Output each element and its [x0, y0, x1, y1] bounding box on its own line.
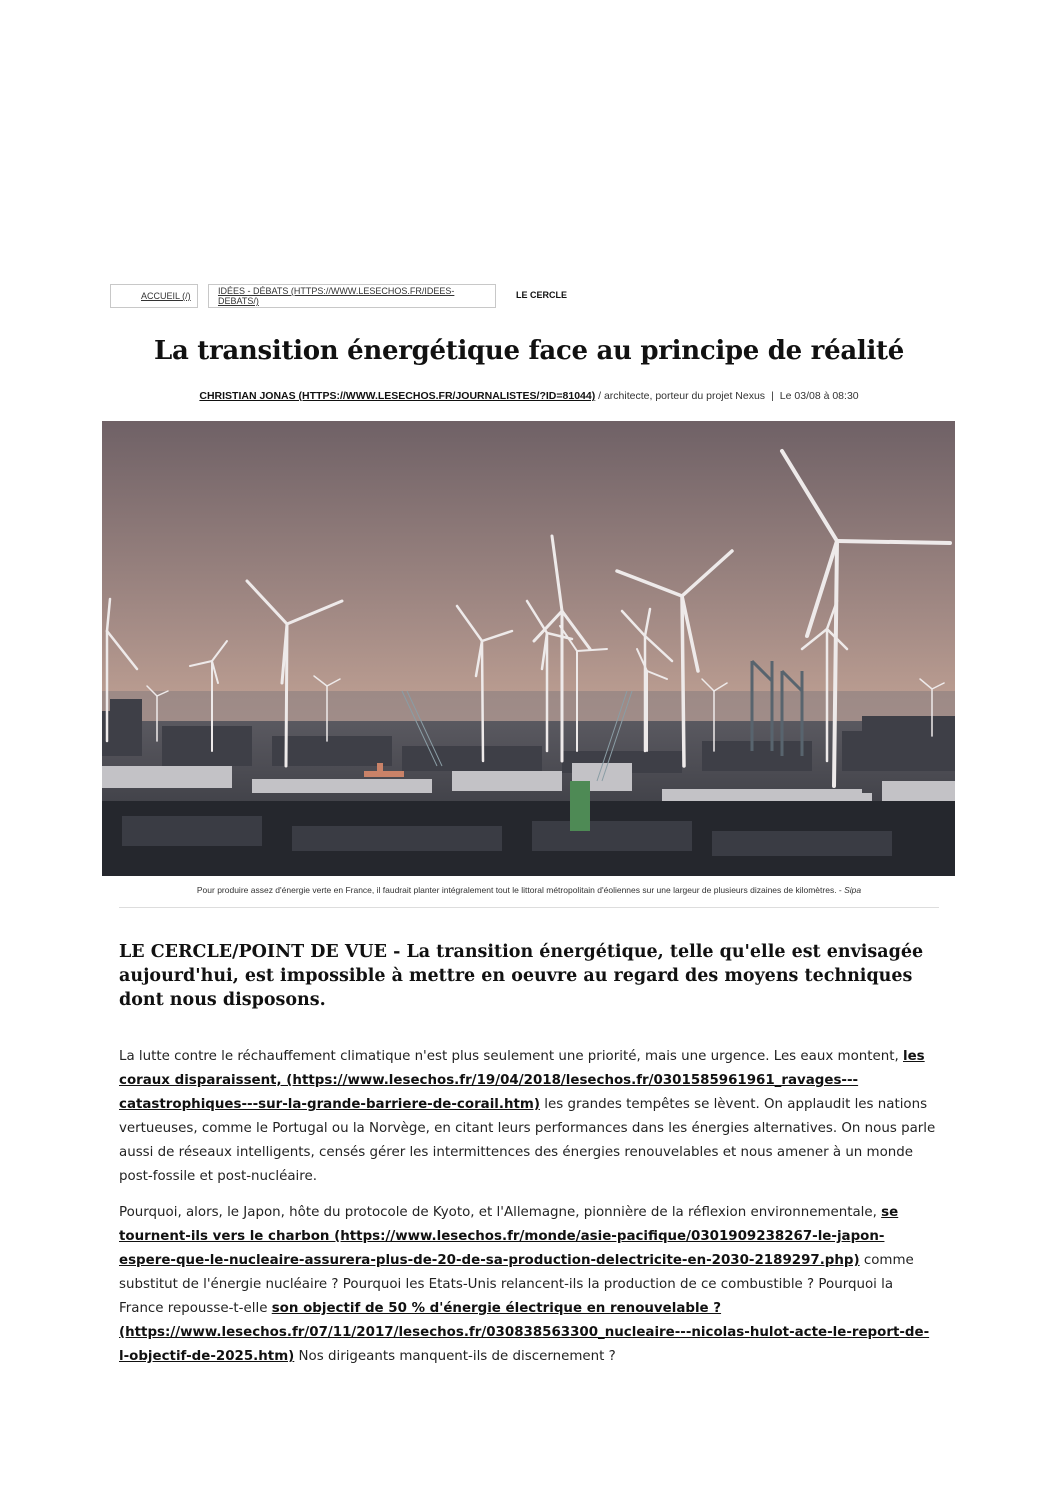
- paragraph-2: [119, 1201, 939, 1369]
- article-body: [119, 1045, 939, 1381]
- p2-text-b: comme substitut de l'énergie nucléaire ? Pourquoi les Etats-Unis relancent-ils la production de ce combustible ? Pourquoi la France repousse-t-elle: [119, 1253, 914, 1316]
- article-title: La transition énergétique face au principe de réalité: [154, 336, 904, 366]
- p1-text-a: La lutte contre le réchauffement climatique n'est plus seulement une priorité, mais une urgence. Les eaux montent,: [119, 1049, 903, 1064]
- coraux-link[interactable]: les coraux disparaissent, (https://www.lesechos.fr/19/04/2018/lesechos.fr/0301585961961_ravages---catastrophiques---sur-la-grande-barriere-de-corail.htm): [119, 1049, 925, 1112]
- article-lede: LE CERCLE/POINT DE VUE - La transition énergétique, telle qu'elle est envisagée aujourd'hui, est impossible à mettre en oeuvre au regard des moyens techniques dont nous disposons.: [119, 942, 924, 1010]
- author-link[interactable]: CHRISTIAN JONAS (HTTPS://WWW.LESECHOS.FR/JOURNALISTES/?ID=81044): [199, 390, 596, 402]
- author-role: / architecte, porteur du projet Nexus: [595, 390, 766, 402]
- p2-text-c: Nos dirigeants manquent-ils de discernement ?: [294, 1349, 616, 1364]
- byline: [0, 390, 1058, 402]
- caption-credit: Sipa: [844, 885, 862, 895]
- caption-divider: [119, 907, 939, 908]
- publish-date: Le 03/08 à 08:30: [779, 390, 859, 402]
- breadcrumb-home-link[interactable]: ACCUEIL (/): [110, 284, 198, 308]
- objectif-renouvelable-link[interactable]: son objectif de 50 % d'énergie électrique en renouvelable ? (https://www.lesechos.fr/07/11/2017/lesechos.fr/030838563300_nucleaire---nicolas-hulot-acte-le-report-de-l-objectif-de-2025.htm): [119, 1301, 930, 1364]
- breadcrumb-idees-debats-link[interactable]: IDÉES - DÉBATS (HTTPS://WWW.LESECHOS.FR/IDEES-DEBATS/): [208, 284, 496, 308]
- breadcrumb-current: LE CERCLE: [516, 290, 568, 300]
- caption-text: Pour produire assez d'énergie verte en France, il faudrait planter intégralement tout le littoral métropolitain d'éoliennes sur une largeur de plusieurs dizaines de kilomètres. -: [196, 885, 845, 895]
- paragraph-1: [119, 1045, 939, 1189]
- p1-text-b: les grandes tempêtes se lèvent. On applaudit les nations vertueuses, comme le Portugal ou la Norvège, en citant leurs performances dans les énergies alternatives. On nous parle aussi de réseaux intelligents, censés gérer les intermittences des énergies renouvelables et nous amener à un monde post-fossile et post-nucléaire.: [119, 1097, 936, 1184]
- p2-text-a: Pourquoi, alors, le Japon, hôte du protocole de Kyoto, et l'Allemagne, pionnière de la réflexion environnementale,: [119, 1205, 882, 1220]
- byline-separator: |: [771, 390, 774, 402]
- photo-caption: [119, 885, 939, 895]
- article-photo: [102, 421, 955, 876]
- charbon-link[interactable]: se tournent-ils vers le charbon (https://www.lesechos.fr/monde/asie-pacifique/0301909238267-le-japon-espere-que-le-nucleaire-assurera-plus-de-20-de-sa-production-delectricite-en-2030-2189297.php): [119, 1205, 899, 1268]
- breadcrumb: [110, 284, 567, 308]
